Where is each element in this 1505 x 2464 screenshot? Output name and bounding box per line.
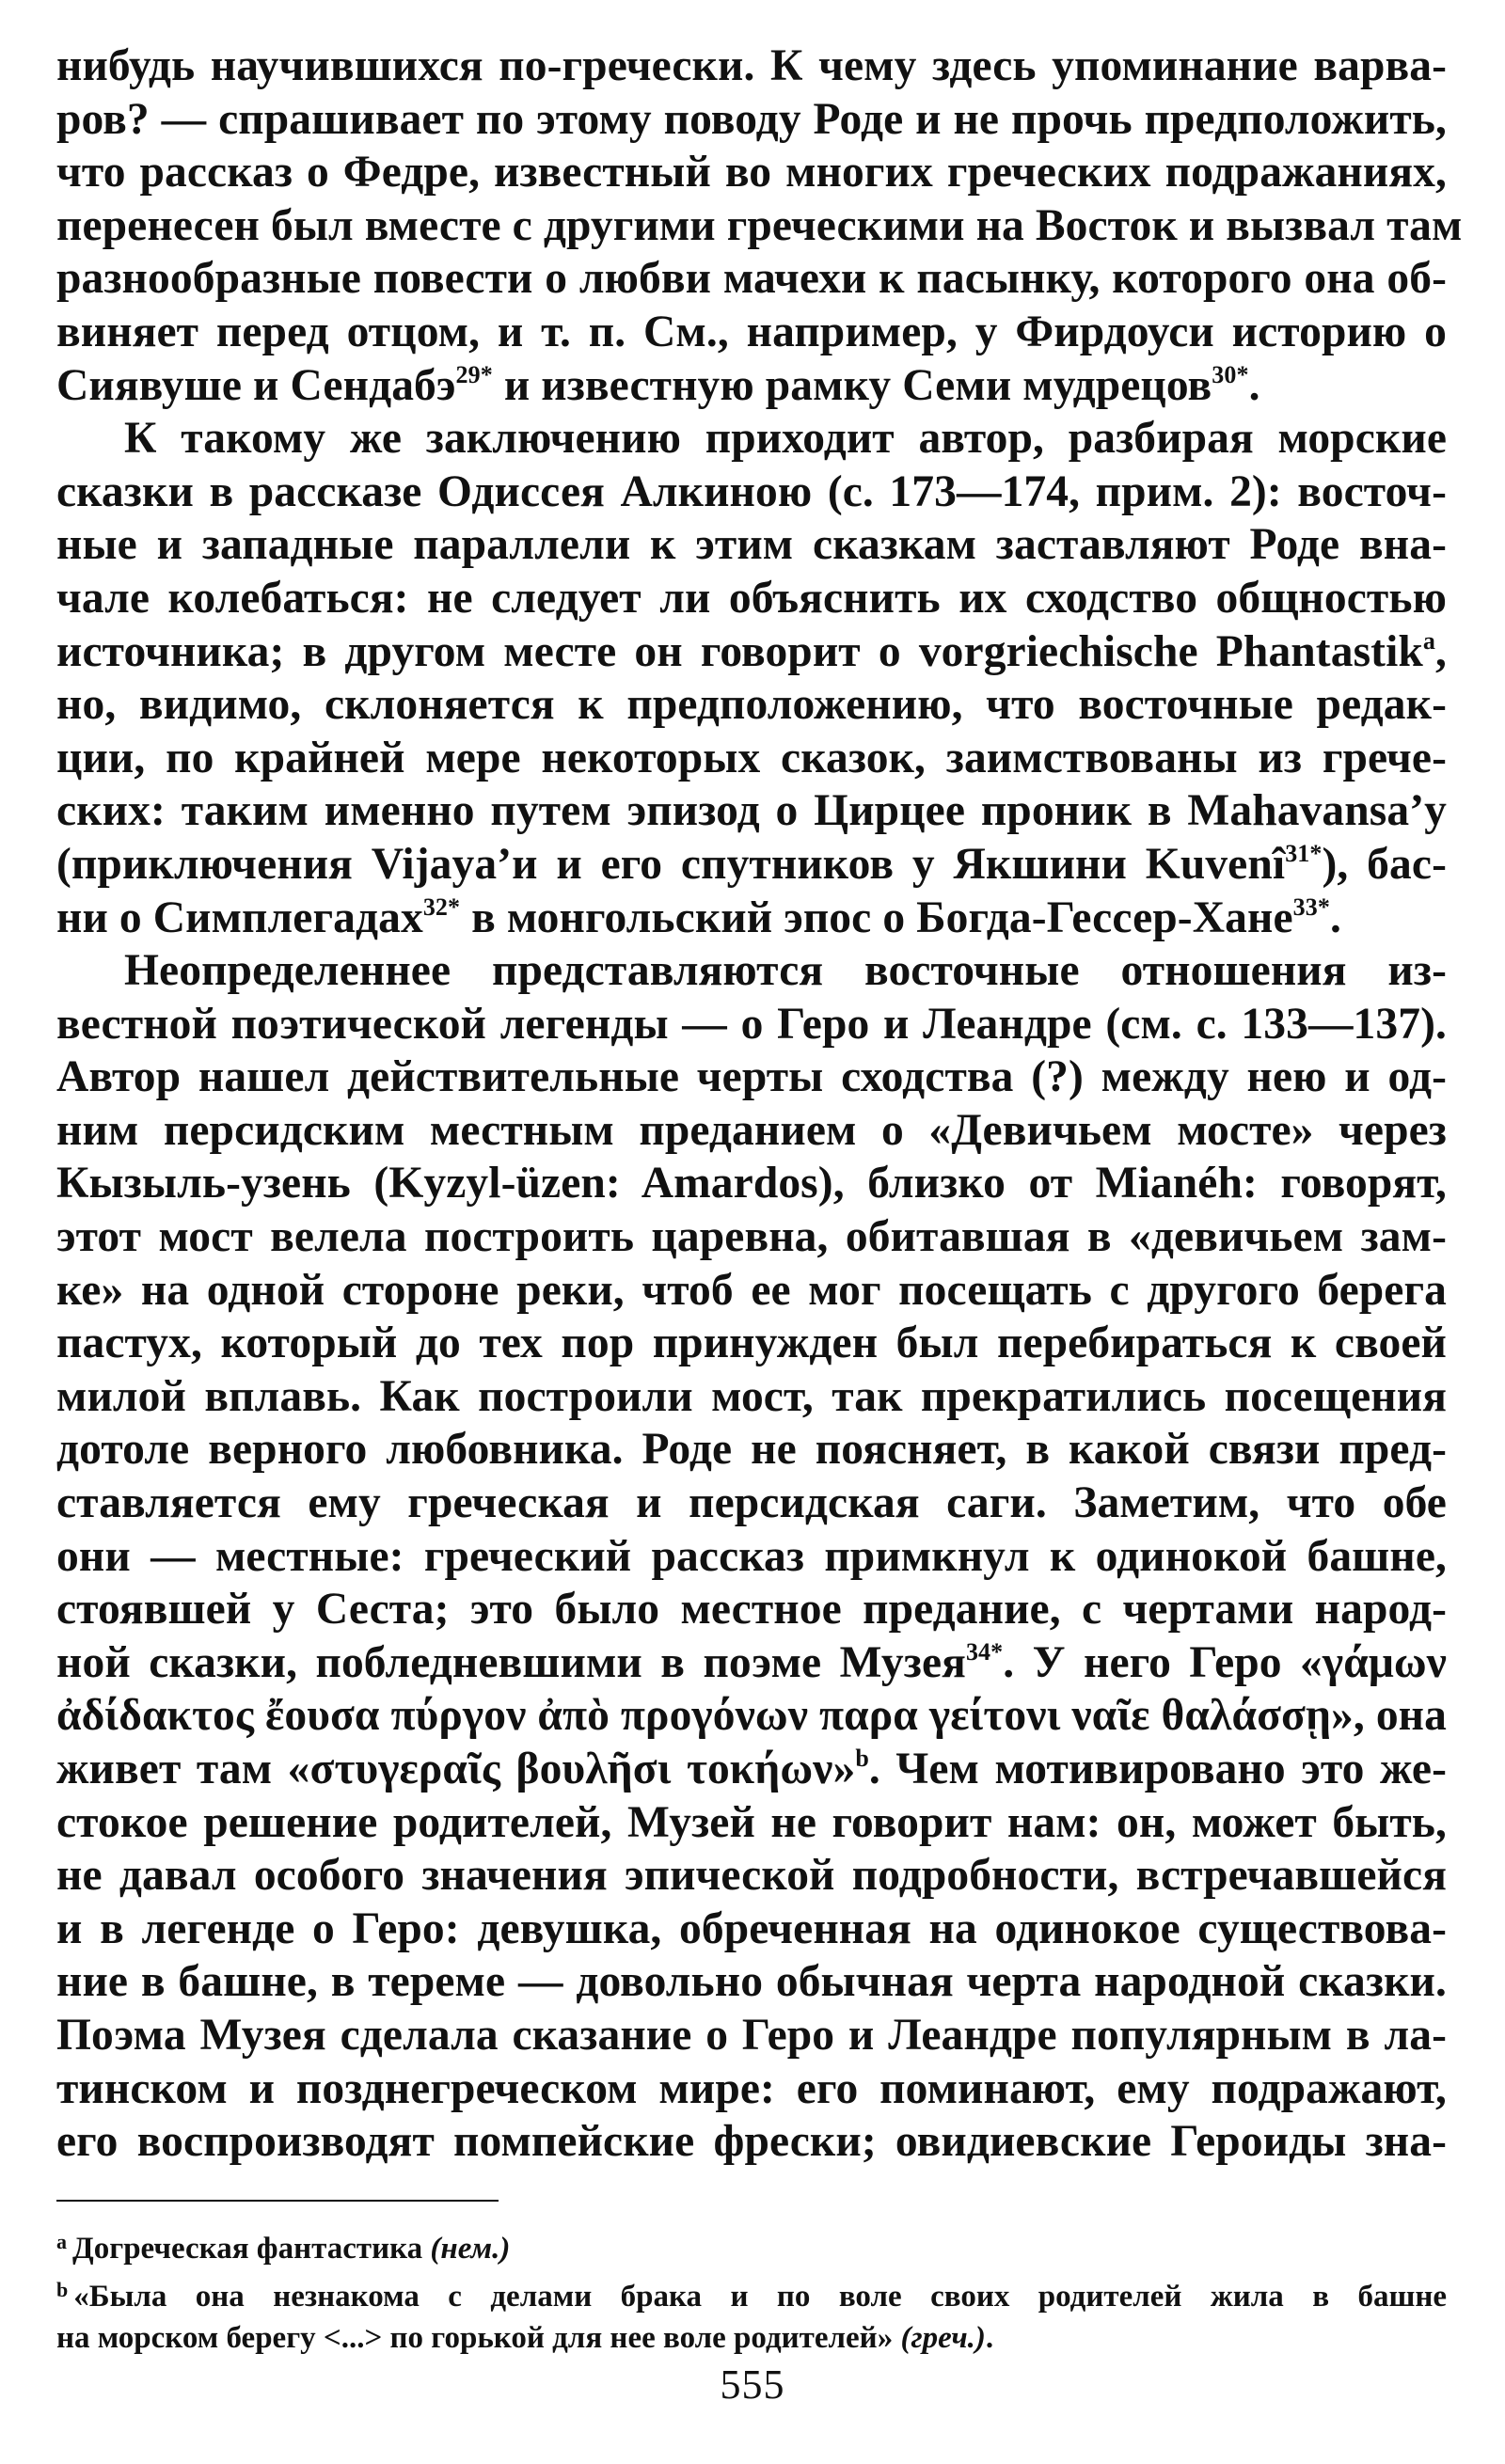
line-text: Неопределеннее представляются восточные отношения из- <box>124 946 1447 996</box>
text-line <box>56 1903 1447 1956</box>
text-line <box>56 1477 1447 1530</box>
text-line <box>56 1849 1447 1903</box>
line-text: и известную рамку Семи мудрецов <box>492 360 1212 410</box>
line-text: ной сказки, побледневшими в поэме Музея <box>56 1637 966 1687</box>
text-line <box>56 39 1447 93</box>
text-line <box>56 732 1447 785</box>
line-text: Поэма Музея сделала сказание о Геро и Леандре популярным в ла- <box>56 2010 1447 2060</box>
footnote-text: Догреческая фантастика <box>72 2232 431 2266</box>
line-text: ные и западные параллели к этим сказкам заставляют Роде вна- <box>56 520 1447 570</box>
text-line <box>56 784 1447 838</box>
text-line <box>56 838 1447 892</box>
text-line <box>56 625 1447 679</box>
line-text: ним персидским местным преданием о «Девичьем мосте» через <box>56 1105 1447 1155</box>
line-text: его воспроизводят помпейские фрески; овидиевские Героиды зна- <box>56 2117 1447 2167</box>
footnote-mark: b <box>56 2278 69 2301</box>
text-line <box>56 998 1447 1051</box>
text-line <box>56 252 1447 306</box>
line-text: ров? — спрашивает по этому поводу Роде и не прочь предположить, <box>56 94 1447 144</box>
text-line <box>56 306 1447 359</box>
text-line <box>56 2062 1447 2116</box>
footnote-mark: a <box>56 2230 67 2253</box>
line-text: ских: таким именно путем эпизод о Цирцее проник в Mahavansa’у <box>56 786 1447 836</box>
line-text: . <box>1248 360 1260 410</box>
text-line <box>56 2115 1447 2169</box>
line-text: живет там «στυγεραῖς βουλῆσι τοκήων» <box>56 1745 856 1793</box>
line-text: . <box>1329 892 1341 942</box>
line-text: они — местные: греческий рассказ примкнул к одинокой башне, <box>56 1531 1447 1581</box>
footnote-ref: 29* <box>455 360 493 388</box>
footnote-tail: . <box>985 2321 994 2355</box>
footnote-ref: 31* <box>1285 839 1323 867</box>
text-line <box>56 1636 1447 1690</box>
line-text: чале колебаться: не следует ли объяснить их сходство общностью <box>56 573 1447 623</box>
line-text: сказки в рассказе Одиссея Алкиною (с. 173—174, прим. 2): восточ- <box>56 466 1447 516</box>
text-line <box>56 1050 1447 1104</box>
line-text: (приключения Vijaya’и и его спутников у Якшини Kuvenî <box>56 839 1286 889</box>
footnote-line <box>56 2269 1447 2317</box>
page-number: 555 <box>720 2361 785 2408</box>
text-line <box>56 146 1447 199</box>
body-text <box>56 39 1463 2169</box>
text-line <box>56 359 1447 413</box>
text-line <box>56 518 1447 572</box>
text-line <box>56 1796 1447 1850</box>
footnote-language: (греч.) <box>900 2321 986 2355</box>
line-text: вестной поэтической легенды — о Геро и Леандре (см. с. 133—137). <box>56 999 1447 1049</box>
footnote-ref: b <box>855 1745 869 1772</box>
footnote-text: на морском берегу <...> по горькой для нее воле родителей» <box>56 2321 901 2355</box>
line-text: Сиявуше и Сендабэ <box>56 360 456 410</box>
line-text: К такому же заключению приходит автор, разбирая морские <box>124 414 1447 464</box>
line-text: Кызыль-узень (Kyzyl-üzen: Amardos), близко от Mianéh: говорят, <box>56 1159 1447 1208</box>
text-line <box>56 93 1447 147</box>
line-text: ), бас- <box>1322 839 1447 889</box>
page-body <box>56 39 1463 2169</box>
text-line <box>56 1743 1447 1796</box>
line-text: что рассказ о Федре, известный во многих греческих подражаниях, <box>56 148 1447 197</box>
footnote-ref: 33* <box>1292 892 1330 921</box>
line-text: стоявшей у Сеста; это было местное предание, с чертами народ- <box>56 1585 1447 1635</box>
line-text: не давал особого значения эпической подробности, встречавшейся <box>56 1851 1447 1901</box>
footnote-ref: 34* <box>965 1637 1004 1666</box>
text-line <box>56 1264 1447 1318</box>
text-line <box>56 1104 1447 1158</box>
footnote-divider <box>56 2200 499 2202</box>
text-line <box>56 1530 1447 1584</box>
text-line <box>56 944 1447 998</box>
text-line <box>56 1157 1447 1210</box>
footnote-text: «Была она незнакома с делами брака и по воле своих родителей жила в башне <box>73 2280 1447 2314</box>
text-line <box>56 199 1463 253</box>
line-text: милой вплавь. Как построили мост, так прекратились посещения <box>56 1371 1447 1421</box>
text-line <box>56 1370 1447 1424</box>
line-text: пастух, который до тех пор принужден был перебираться к своей <box>56 1319 1447 1368</box>
text-line <box>56 466 1447 519</box>
text-line <box>56 1583 1447 1636</box>
line-text: Автор нашел действительные черты сходства (?) между нею и од- <box>56 1052 1447 1102</box>
footnote-line <box>56 2221 1447 2269</box>
footnotes <box>56 2221 1447 2359</box>
line-text: в монгольский эпос о Богда-Гессер-Хане <box>460 892 1293 942</box>
text-line <box>56 1955 1447 2009</box>
text-line <box>56 1423 1447 1477</box>
line-text: виняет перед отцом, и т. п. См., например, у Фирдоуси историю о <box>56 307 1447 356</box>
text-line <box>56 2009 1447 2062</box>
line-text: , <box>1435 626 1447 676</box>
footnote-language: (нем.) <box>430 2232 511 2266</box>
footnote-ref: a <box>1422 626 1436 655</box>
line-text: перенесен был вместе с другими греческими на Восток и вызвал там <box>56 200 1463 250</box>
line-text: тинском и позднегреческом мире: его поминают, ему подражают, <box>56 2063 1447 2113</box>
line-text: ἀδίδακτος ἔουσα πύργον ἀπὸ προγόνων παρα γείτονι ναῖε θαλάσσῃ», она <box>56 1691 1447 1741</box>
line-text: этот мост велела построить царевна, обитавшая в «девичьем зам- <box>56 1212 1447 1262</box>
line-text: и в легенде о Геро: девушка, обреченная на одинокое существова- <box>56 1903 1447 1953</box>
text-line <box>56 1210 1447 1264</box>
footnote-line <box>56 2317 1447 2359</box>
text-line <box>56 678 1447 732</box>
line-text: дотоле верного любовника. Роде не поясняет, в какой связи пред- <box>56 1425 1447 1475</box>
line-text: стокое решение родителей, Музей не говорит нам: он, может быть, <box>56 1797 1447 1847</box>
text-line <box>56 892 1447 945</box>
footnote-ref: 32* <box>422 892 461 921</box>
footnote-ref: 30* <box>1212 360 1249 388</box>
line-text: . У него Геро «γάμων <box>1003 1637 1447 1687</box>
text-line <box>56 1689 1447 1743</box>
line-text: источника; в другом месте он говорит о vorgriechische Phantastik <box>56 626 1423 676</box>
line-text: нибудь научившихся по-гречески. К чему здесь упоминание варва- <box>56 41 1447 90</box>
line-text: ке» на одной стороне реки, чтоб ее мог посещать с другого берега <box>56 1265 1447 1315</box>
line-text: разнообразные повести о любви мачехи к пасынку, которого она об- <box>56 254 1447 304</box>
line-text: . Чем мотивировано это же- <box>868 1745 1447 1793</box>
line-text: но, видимо, склоняется к предположению, что восточные редак- <box>56 680 1447 730</box>
line-text: ставляется ему греческая и персидская саги. Заметим, что обе <box>56 1478 1447 1528</box>
text-line <box>56 572 1447 625</box>
line-text: ни о Симплегадах <box>56 892 423 942</box>
line-text: ции, по крайней мере некоторых сказок, заимствованы из грече- <box>56 733 1447 782</box>
line-text: ние в башне, в тереме — довольно обычная черта народной сказки. <box>56 1957 1447 2007</box>
text-line <box>56 412 1447 466</box>
text-line <box>56 1317 1447 1370</box>
